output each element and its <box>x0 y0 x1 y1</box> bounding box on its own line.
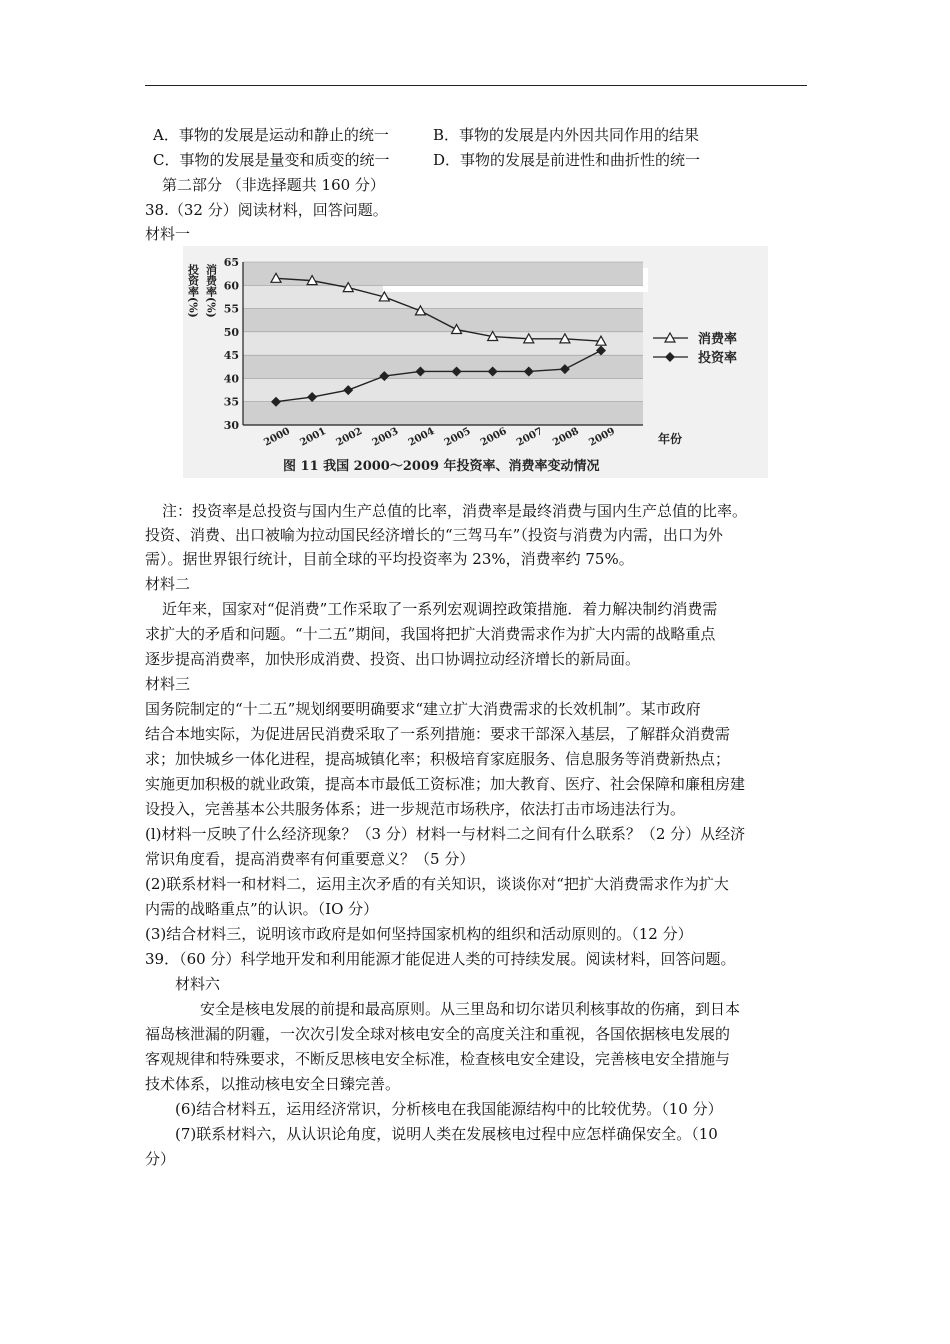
material6-line-4: 技术体系，以推动核电安全日臻完善。 <box>145 1075 401 1093</box>
note-line-3: 需）。据世界银行统计，目前全球的平均投资率为 23%，消费率约 75%。 <box>145 550 634 568</box>
material6-line-3: 客观规律和特殊要求，不断反思核电安全标准，检查核电安全建设，完善核电安全措施与 <box>145 1050 731 1068</box>
option-c: C．事物的发展是量变和质变的统一 <box>153 151 390 169</box>
grid-band <box>243 402 643 425</box>
material3-line-5: 设投入，完善基本公共服务体系；进一步规范市场秩序，依法打击市场违法行为。 <box>145 800 686 818</box>
material2-line-2: 求扩大的矛盾和问题。“十二五”期间，我国将把扩大消费需求作为扩大内需的战略重点 <box>145 625 716 643</box>
x-tick-label: 2004 <box>406 425 437 449</box>
chart-title: 图 11 我国 2000～2009 年投资率、消费率变动情况 <box>283 459 600 474</box>
option-d: D．事物的发展是前进性和曲折性的统一 <box>433 151 701 169</box>
investment-consumption-chart <box>183 246 768 478</box>
x-tick-label: 2001 <box>298 425 329 449</box>
grid-band <box>243 262 643 285</box>
top-rule <box>145 85 807 86</box>
q39-sub-6: (6)结合材料五，运用经济常识，分析核电在我国能源结构中的比较优势。（10 分） <box>175 1100 723 1118</box>
x-tick-label: 2000 <box>262 425 292 449</box>
option-a: A．事物的发展是运动和静止的统一 <box>153 126 389 144</box>
material3-line-4: 实施更加积极的就业政策，提高本市最低工资标准；加大教育、医疗、社会保障和廉租房建 <box>145 775 746 793</box>
material3-label: 材料三 <box>145 675 191 693</box>
x-tick-label: 2005 <box>442 425 473 449</box>
note-line-2: 投资、消费、出口被喻为拉动国民经济增长的“三驾马车”（投资与消费为内需，出口为外 <box>145 526 723 544</box>
material3-line-3: 求；加快城乡一体化进程，提高城镇化率；积极培育家庭服务、信息服务等消费新热点； <box>145 750 731 768</box>
material6-label: 材料六 <box>175 975 221 993</box>
q38-sub-1b: 常识角度看，提高消费率有何重要意义？（5 分） <box>145 850 475 868</box>
material3-line-1: 国务院制定的“十二五”规划纲要明确要求“建立扩大消费需求的长效机制”。某市政府 <box>145 700 701 718</box>
x-axis-label: 年份 <box>658 432 683 446</box>
q38-sub-2b: 内需的战略重点”的认识。（IO 分） <box>145 900 379 918</box>
y-tick-label: 30 <box>223 419 239 432</box>
option-b: B．事物的发展是内外因共同作用的结果 <box>433 126 700 144</box>
material2-line-3: 逐步提高消费率，加快形成消费、投资、出口协调拉动经济增长的新局面。 <box>145 650 641 668</box>
part2-header: 第二部分 （非选择题共 160 分） <box>162 176 385 194</box>
material2-label: 材料二 <box>145 575 191 593</box>
q38-title: 38.（32 分）阅读材料，回答问题。 <box>145 201 388 219</box>
material3-line-2: 结合本地实际，为促进居民消费采取了一系列措施：要求干部深入基层，了解群众消费需 <box>145 725 731 743</box>
material2-line-1: 近年来，国家对“促消费”工作采取了一系列宏观调控政策措施．着力解决制约消费需 <box>162 600 718 618</box>
material1-label: 材料一 <box>145 225 191 243</box>
x-tick-label: 2002 <box>334 425 365 449</box>
grid-band <box>243 355 643 378</box>
x-tick-label: 2006 <box>478 425 509 449</box>
grid-band <box>243 309 643 332</box>
y-tick-label: 35 <box>223 395 239 409</box>
y-tick-label: 60 <box>223 279 239 293</box>
y-tick-label: 40 <box>223 372 239 386</box>
q39-sub-7a: (7)联系材料六，从认识论角度，说明人类在发展核电过程中应怎样确保安全。（10 <box>175 1125 718 1143</box>
x-tick-label: 2008 <box>551 425 581 449</box>
y-tick-label: 45 <box>223 349 239 363</box>
q38-sub-2a: (2)联系材料一和材料二，运用主次矛盾的有关知识，谈谈你对“把扩大消费需求作为扩大 <box>145 875 729 893</box>
q39-sub-7b: 分） <box>145 1150 176 1168</box>
material6-line-2: 福岛核泄漏的阴霾，一次次引发全球对核电安全的高度关注和重视，各国依据核电发展的 <box>145 1025 731 1043</box>
y-tick-label: 50 <box>223 325 239 339</box>
note-line-1: 注：投资率是总投资与国内生产总值的比率，消费率是最终消费与国内生产总值的比率。 <box>162 502 748 520</box>
legend-consumption: 消费率 <box>698 332 738 347</box>
x-tick-label: 2009 <box>587 425 617 449</box>
material6-line-1: 安全是核电发展的前提和最高原则。从三里岛和切尔诺贝利核事故的伤痛，到日本 <box>200 1000 741 1018</box>
q39-title: 39．（60 分）科学地开发和利用能源才能促进人类的可持续发展。阅读材料，回答问题。 <box>145 950 736 968</box>
y-axis-label-right: 消费率(%) <box>204 264 218 318</box>
legend-investment: 投资率 <box>698 351 738 366</box>
q38-sub-3: (3)结合材料三，说明该市政府是如何坚持国家机构的组织和活动原则的。（12 分） <box>145 925 693 943</box>
q38-sub-1a: (l)材料一反映了什么经济现象？（3 分）材料一与材料二之间有什么联系？（2 分）从经济 <box>145 825 746 843</box>
y-tick-label: 65 <box>223 256 239 269</box>
x-tick-label: 2007 <box>515 425 545 449</box>
x-tick-label: 2003 <box>370 425 401 449</box>
y-axis-label-left: 投资率(%) <box>186 264 200 318</box>
y-tick-label: 55 <box>223 302 239 316</box>
